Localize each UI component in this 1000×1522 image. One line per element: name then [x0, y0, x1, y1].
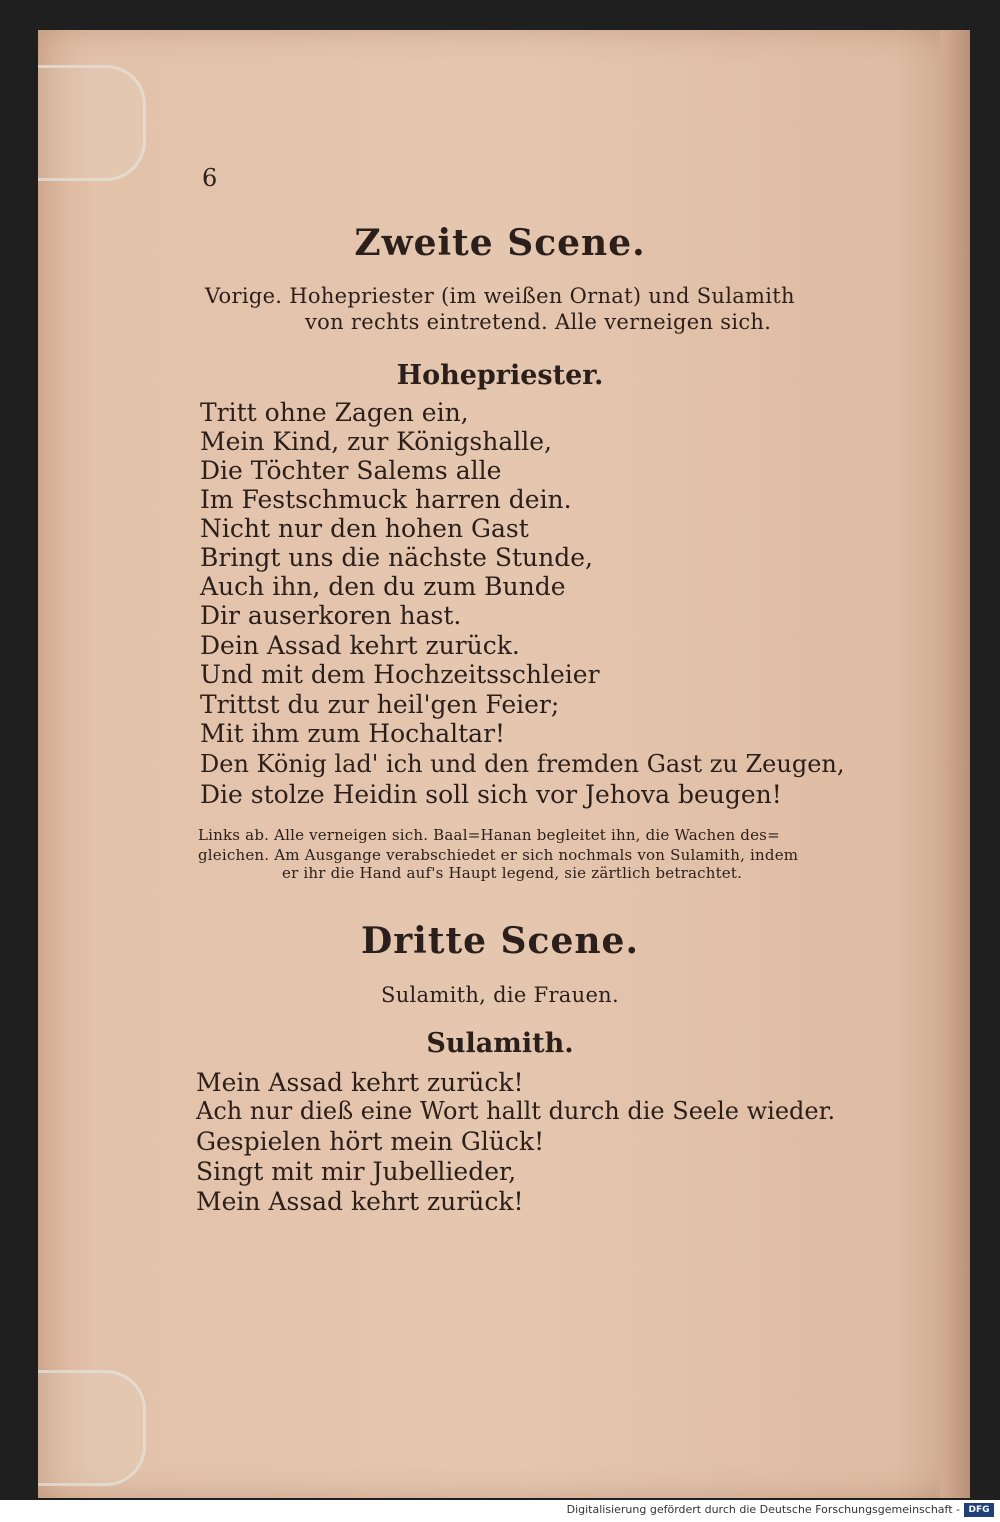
verse-line: Singt mit mir Jubellieder,: [196, 1157, 517, 1186]
verse-line: Im Festschmuck harren dein.: [200, 485, 572, 514]
scene-title-zweite: Zweite Scene.: [354, 222, 646, 264]
verse-line: Auch ihn, den du zum Bunde: [200, 572, 566, 601]
stage-direction-line: Vorige. Hohepriester (im weißen Ornat) und Sulamith: [205, 284, 795, 308]
verse-line: Die stolze Heidin soll sich vor Jehova beugen!: [200, 780, 782, 809]
verse-line: Und mit dem Hochzeitsschleier: [200, 660, 600, 689]
speaker-sulamith: Sulamith.: [426, 1028, 574, 1059]
verse-line: Trittst du zur heil'gen Feier;: [200, 690, 560, 719]
verse-line: Mein Assad kehrt zurück!: [196, 1187, 524, 1216]
footer-credit: Digitalisierung gefördert durch die Deutsche Forschungsgemeinschaft -: [566, 1503, 960, 1516]
dfg-logo[interactable]: DFG: [964, 1503, 994, 1517]
verse-line: Gespielen hört mein Glück!: [196, 1127, 545, 1156]
verse-line: Tritt ohne Zagen ein,: [200, 398, 469, 427]
page-clip-top: [38, 65, 146, 181]
verse-line: Nicht nur den hohen Gast: [200, 514, 529, 543]
verse-line: Mein Assad kehrt zurück!: [196, 1068, 524, 1097]
verse-line: Die Töchter Salems alle: [200, 456, 502, 485]
page-number: 6: [202, 164, 218, 192]
verse-line: Dein Assad kehrt zurück.: [200, 631, 520, 660]
stage-direction-small: Links ab. Alle verneigen sich. Baal=Hanan begleitet ihn, die Wachen des=: [198, 826, 780, 844]
verse-line: Mein Kind, zur Königshalle,: [200, 427, 553, 456]
stage-direction-line: von rechts eintretend. Alle verneigen sich.: [305, 310, 772, 334]
verse-line: Den König lad' ich und den fremden Gast zu Zeugen,: [200, 750, 845, 778]
footer-bar: [0, 1500, 1000, 1522]
scene-title-dritte: Dritte Scene.: [361, 920, 639, 962]
stage-direction-small: gleichen. Am Ausgange verabschiedet er sich nochmals von Sulamith, indem: [198, 846, 799, 864]
verse-line: Bringt uns die nächste Stunde,: [200, 543, 593, 572]
page-clip-bottom: [38, 1370, 146, 1486]
stage-direction-line: Sulamith, die Frauen.: [381, 983, 619, 1007]
verse-line: Ach nur dieß eine Wort hallt durch die Seele wieder.: [196, 1097, 836, 1125]
verse-line: Dir auserkoren hast.: [200, 601, 462, 630]
stage-direction-small: er ihr die Hand auf's Haupt legend, sie zärtlich betrachtet.: [282, 864, 743, 882]
speaker-hohepriester: Hohepriester.: [396, 360, 604, 391]
verse-line: Mit ihm zum Hochaltar!: [200, 719, 506, 748]
